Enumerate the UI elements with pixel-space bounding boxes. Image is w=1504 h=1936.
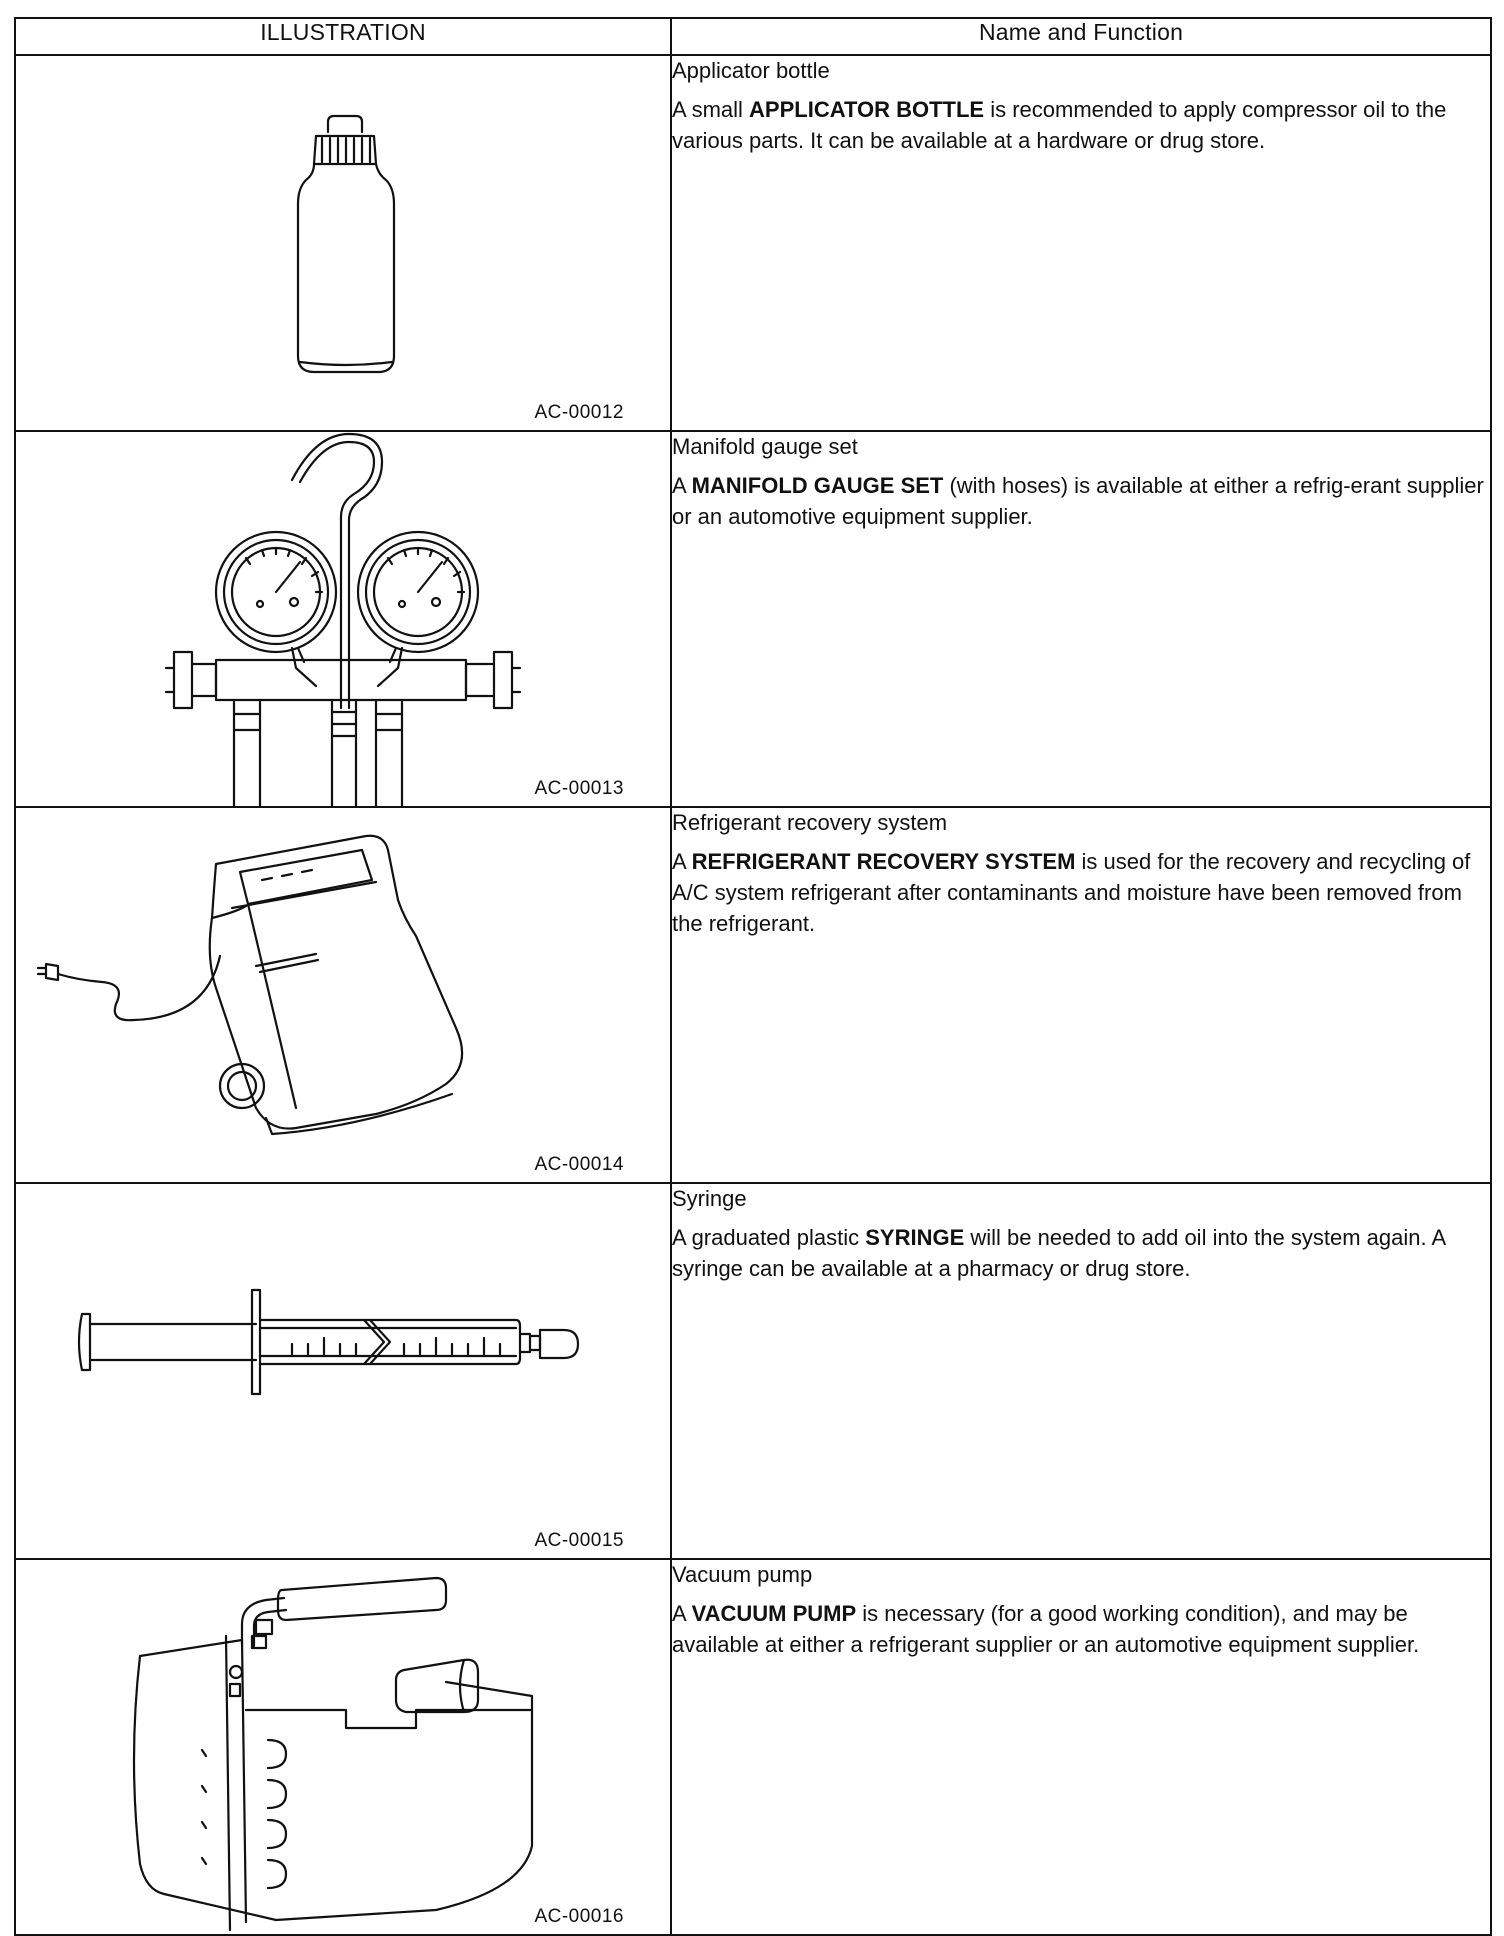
description-cell (671, 807, 1491, 1183)
description-text: is recommended to apply compressor oil to the various parts. It can be available at a hardware or drug store. (672, 97, 1447, 153)
description-text: A (672, 473, 692, 498)
tool-description (672, 94, 1490, 156)
table-row (15, 1559, 1491, 1935)
table-row (15, 1183, 1491, 1559)
figure-code: AC-00016 (534, 1906, 624, 1927)
tool-description (672, 470, 1490, 532)
figure-code: AC-00014 (534, 1154, 624, 1175)
description-cell (671, 1183, 1491, 1559)
applicator-bottle-illustration (16, 56, 670, 430)
tool-name-bold: APPLICATOR BOTTLE (749, 97, 985, 122)
table-row (15, 55, 1491, 431)
syringe-illustration (16, 1184, 670, 1558)
description-text: will be needed to add oil into the system again. A syringe can be available at a pharmacy or drug store. (672, 1225, 1445, 1281)
table-row (15, 807, 1491, 1183)
table-row (15, 431, 1491, 807)
tool-name-bold: VACUUM PUMP (691, 1601, 857, 1626)
illustration-cell (15, 1559, 671, 1935)
description-text: A graduated plastic (672, 1225, 866, 1250)
description-cell (671, 431, 1491, 807)
illustration-cell (15, 431, 671, 807)
tool-description (672, 1222, 1490, 1284)
tool-name: Applicator bottle (672, 58, 830, 83)
manifold-gauge-set-illustration (16, 432, 670, 806)
name-function-header: Name and Function (671, 18, 1491, 55)
description-text: A (672, 1601, 692, 1626)
tool-name-bold: MANIFOLD GAUGE SET (691, 473, 944, 498)
tool-name: Manifold gauge set (672, 434, 858, 459)
tool-name-bold: REFRIGERANT RECOVERY SYSTEM (691, 849, 1076, 874)
tool-description (672, 846, 1490, 939)
tool-name-bold: SYRINGE (865, 1225, 965, 1250)
header-row (15, 18, 1491, 55)
tools-table (14, 17, 1492, 1936)
illustration-cell (15, 807, 671, 1183)
figure-code: AC-00012 (534, 402, 624, 423)
illustration-cell (15, 1183, 671, 1559)
tool-name: Vacuum pump (672, 1562, 813, 1587)
tool-name: Syringe (672, 1186, 747, 1211)
description-text: A (672, 849, 692, 874)
description-text: A small (672, 97, 750, 122)
description-text: is necessary (for a good working condition), and may be available at either a refrigerant supplier or an automotive equipment supplier. (672, 1601, 1420, 1657)
tool-name: Refrigerant recovery system (672, 810, 948, 835)
refrigerant-recovery-system-illustration (16, 808, 670, 1182)
description-text: is used for the recovery and recycling of A/C system refrigerant after contaminants and moisture have been removed from the refrigerant. (672, 849, 1471, 936)
illustration-header: ILLUSTRATION (15, 18, 671, 55)
figure-code: AC-00013 (534, 778, 624, 799)
description-text: (with hoses) is available at either a refrig-erant supplier or an automotive equipment supplier. (672, 473, 1484, 529)
figure-code: AC-00015 (534, 1530, 624, 1551)
vacuum-pump-illustration (16, 1560, 670, 1934)
description-cell (671, 1559, 1491, 1935)
tool-description (672, 1598, 1490, 1660)
description-cell (671, 55, 1491, 431)
illustration-cell (15, 55, 671, 431)
